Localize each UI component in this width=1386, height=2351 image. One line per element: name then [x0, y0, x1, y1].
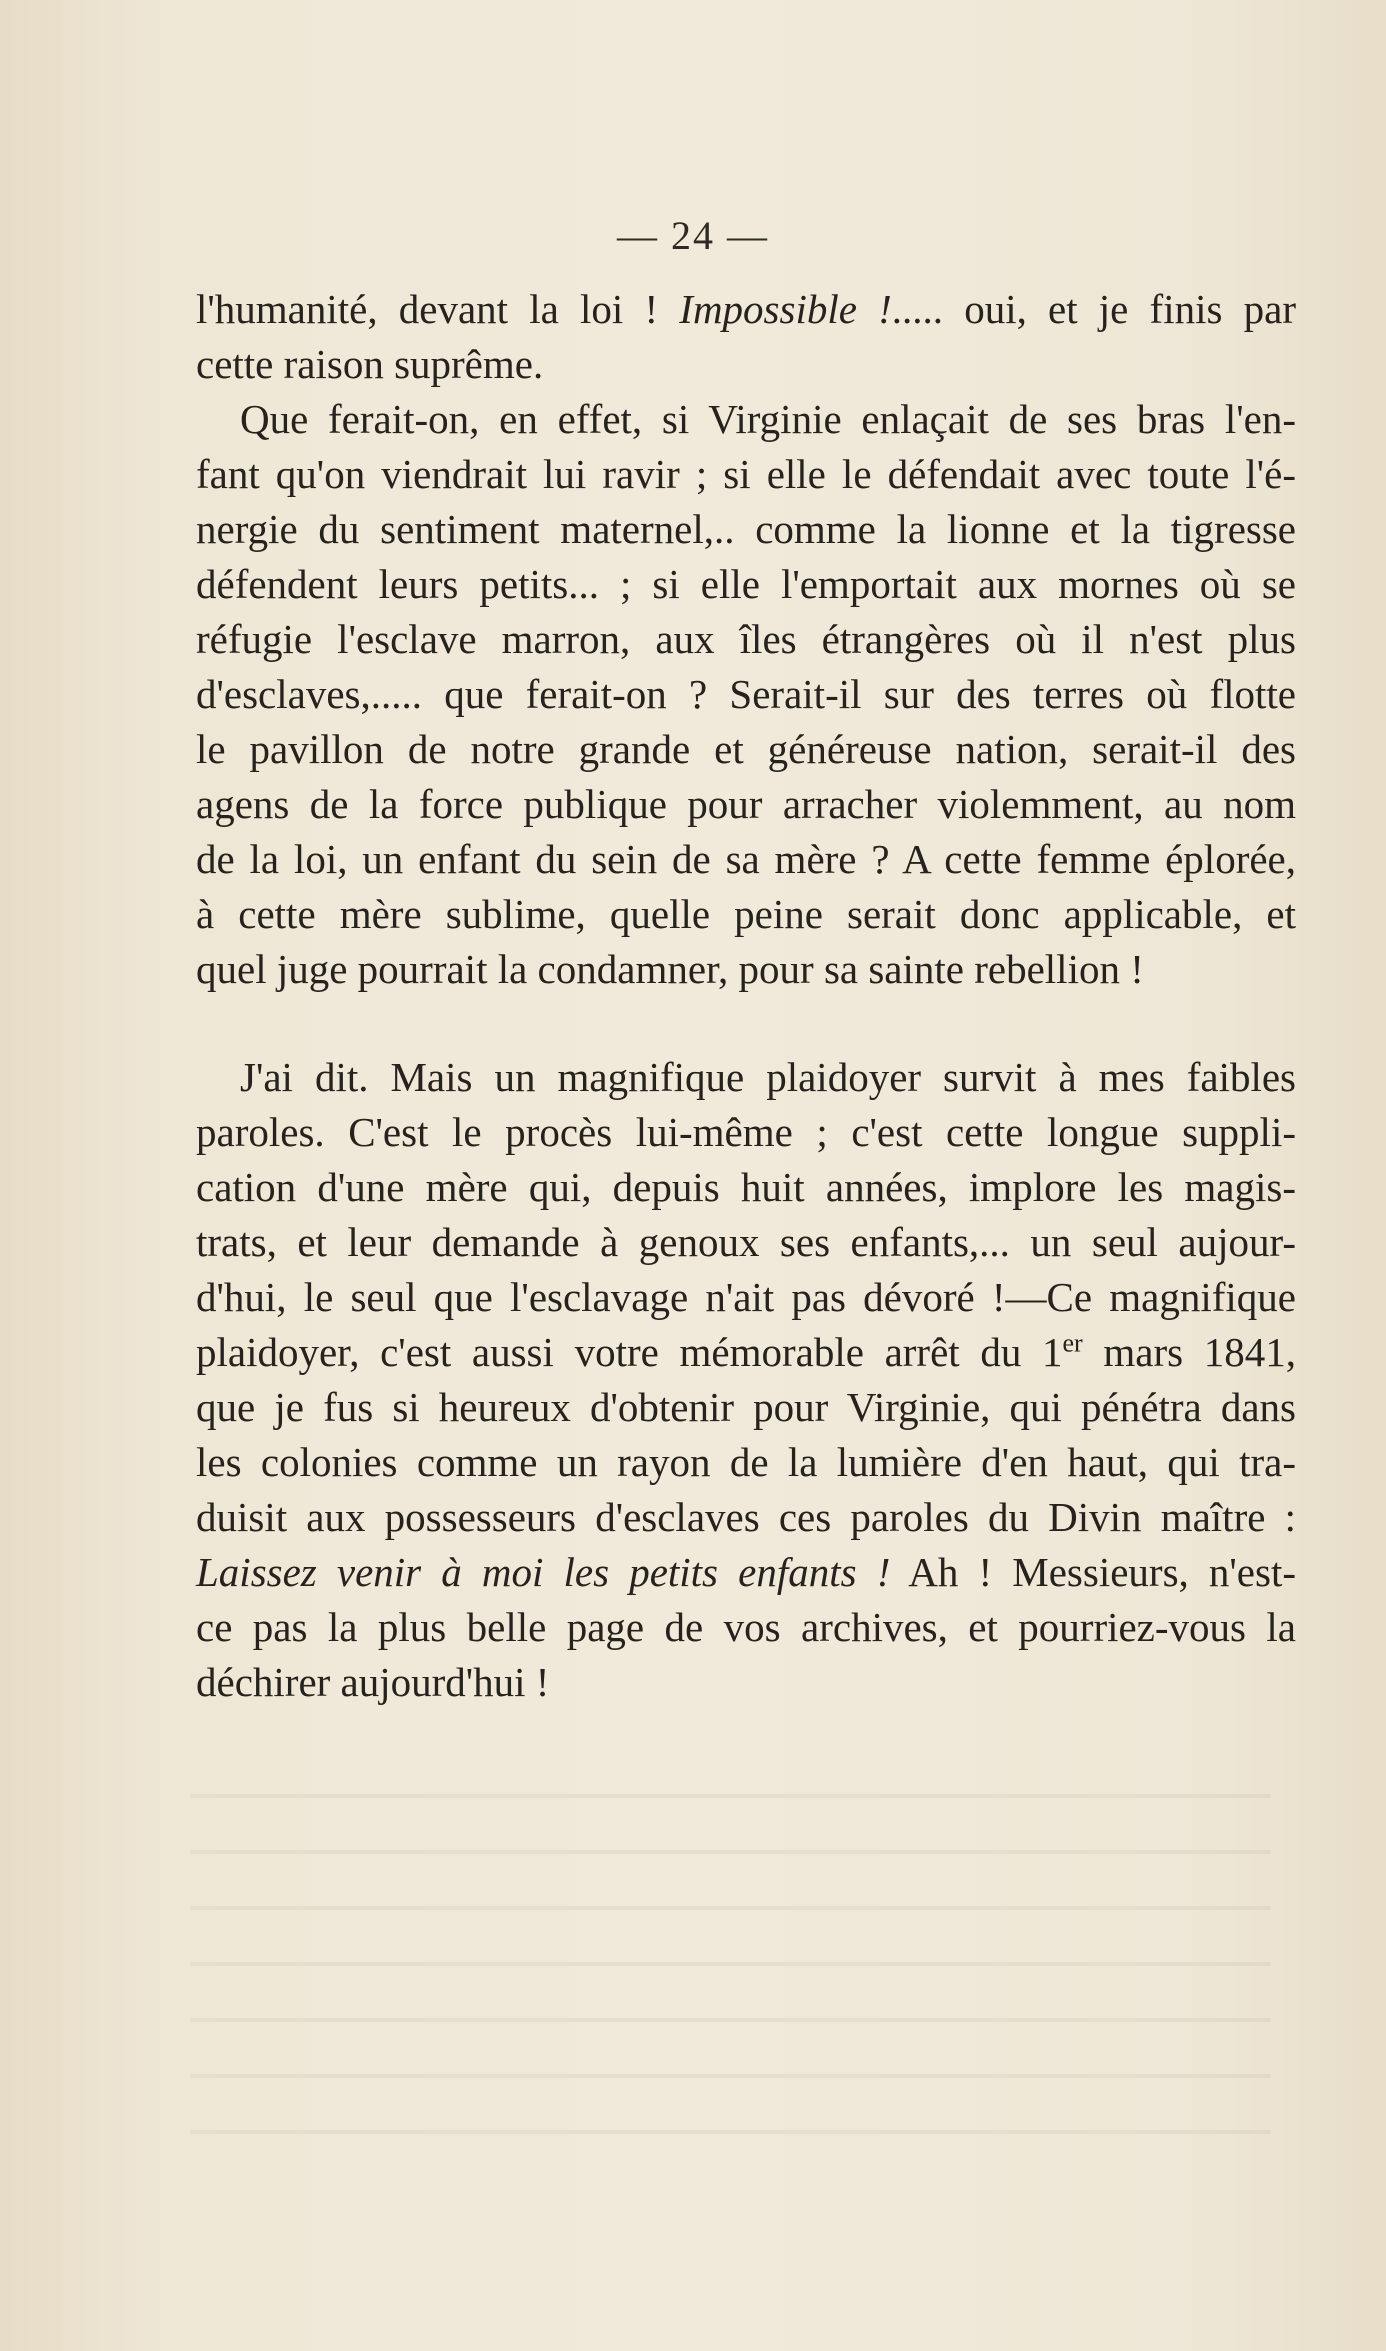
text-line: réfugie l'esclave marron, aux îles étrangères où il n'est plus [196, 616, 1296, 662]
text-line: d'esclaves,..... que ferait-on ? Serait-il sur des terres où flotte [196, 671, 1296, 717]
paragraph-gap [196, 997, 1296, 1050]
text-line: agens de la force publique pour arracher violemment, au nom [196, 781, 1296, 827]
bleed-through-texture [190, 1760, 1270, 2180]
text-line: paroles. C'est le procès lui-même ; c'est cette longue suppli- [196, 1109, 1296, 1155]
text-line: ce pas la plus belle page de vos archives, et pourriez-vous la [196, 1604, 1296, 1650]
text-line: le pavillon de notre grande et généreuse nation, serait-il des [196, 726, 1296, 772]
text-line: fant qu'on viendrait lui ravir ; si elle le défendait avec toute l'é- [196, 451, 1296, 497]
text-line: duisit aux possesseurs d'esclaves ces paroles du Divin maître : [196, 1494, 1296, 1540]
text-line: défendent leurs petits... ; si elle l'emportait aux mornes où se [196, 561, 1296, 607]
text-line: trats, et leur demande à genoux ses enfants,... un seul aujour- [196, 1219, 1296, 1265]
text-line: l'humanité, devant la loi ! Impossible !..... oui, et je finis par [196, 286, 1296, 332]
text-line: que je fus si heureux d'obtenir pour Virginie, qui pénétra dans [196, 1384, 1296, 1430]
text-line: cation d'une mère qui, depuis huit années, implore les magis- [196, 1164, 1296, 1210]
text-line: Que ferait-on, en effet, si Virginie enlaçait de ses bras l'en- [240, 396, 1296, 442]
text-line: quel juge pourrait la condamner, pour sa sainte rebellion ! [196, 946, 1144, 992]
text-line: plaidoyer, c'est aussi votre mémorable arrêt du 1er mars 1841, [196, 1328, 1297, 1375]
text-line: de la loi, un enfant du sein de sa mère ? A cette femme éplorée, [196, 836, 1296, 882]
text-line: déchirer aujourd'hui ! [196, 1659, 550, 1705]
text-line: J'ai dit. Mais un magnifique plaidoyer survit à mes faibles [240, 1054, 1296, 1100]
text-line: cette raison suprême. [196, 341, 544, 387]
text-line: nergie du sentiment maternel,.. comme la lionne et la tigresse [196, 506, 1296, 552]
body-text [196, 282, 1296, 1710]
text-line: Laissez venir à moi les petits enfants ! Ah ! Messieurs, n'est- [196, 1549, 1296, 1595]
page-number: — 24 — [617, 213, 769, 258]
text-line: les colonies comme un rayon de la lumière d'en haut, qui tra- [196, 1439, 1296, 1485]
text-line: d'hui, le seul que l'esclavage n'ait pas dévoré !—Ce magnifique [196, 1274, 1296, 1320]
text-line: à cette mère sublime, quelle peine serait donc applicable, et [196, 891, 1296, 937]
